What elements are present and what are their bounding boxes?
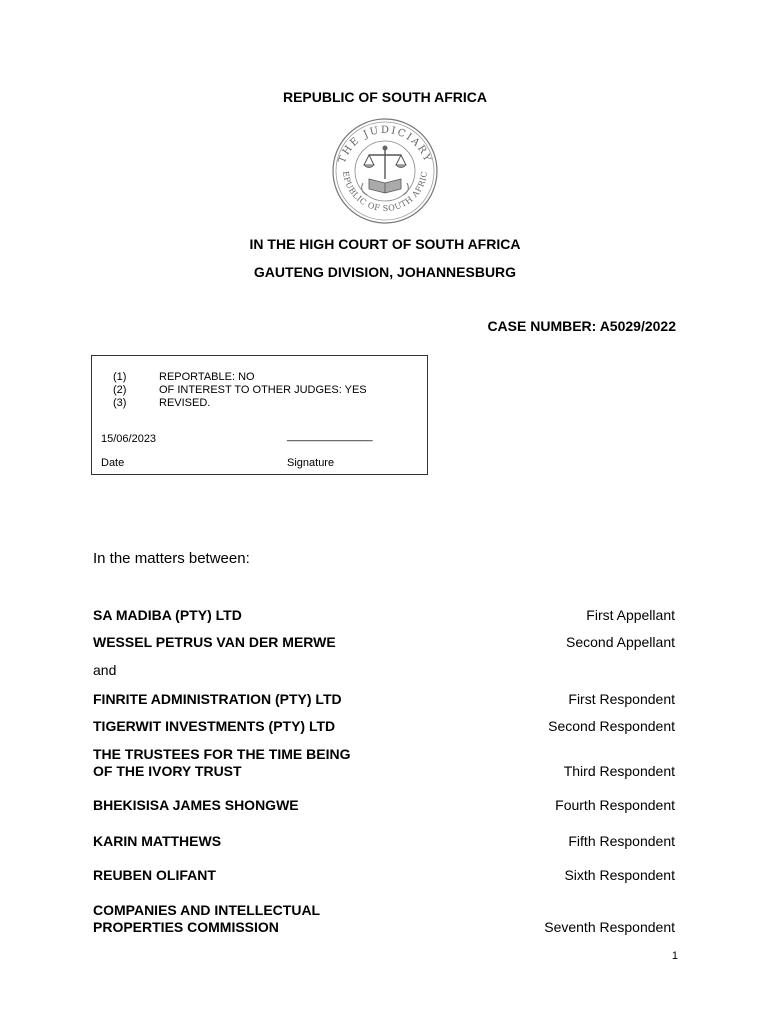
party-role: Sixth Respondent [564,867,675,883]
party-name: THE TRUSTEES FOR THE TIME BEING [93,746,351,762]
party-role: Fifth Respondent [568,833,675,849]
reportable-box [91,355,428,475]
item-label: OF INTEREST TO OTHER JUDGES: YES [159,384,367,396]
party-role: Second Appellant [566,634,675,650]
party-name: BHEKISISA JAMES SHONGWE [93,797,299,813]
party-role: First Appellant [586,607,675,623]
party-role: Fourth Respondent [555,797,675,813]
party-role: Second Respondent [548,718,675,734]
party-name: COMPANIES AND INTELLECTUAL [93,902,321,918]
signature-line: ______________ [287,430,373,442]
party-name-line2: PROPERTIES COMMISSION [93,919,279,935]
svg-text:THE JUDICIARY: THE JUDICIARY [336,124,434,165]
party-name: WESSEL PETRUS VAN DER MERWE [93,634,336,650]
country-heading: REPUBLIC OF SOUTH AFRICA [282,89,488,105]
item-number: (3) [113,397,127,409]
conjunction: and [93,662,117,678]
party-name-line2: OF THE IVORY TRUST [93,763,242,779]
item-label: REVISED. [159,397,211,409]
party-name: KARIN MATTHEWS [93,833,222,849]
party-name: SA MADIBA (PTY) LTD [93,607,242,623]
party-role: Seventh Respondent [544,919,675,935]
signature-label: Signature [287,457,335,469]
svg-text:REPUBLIC OF SOUTH AFRICA: EPUBLIC OF SOUTH AFRIC [340,170,430,214]
party-role: First Respondent [568,691,675,707]
parties-intro: In the matters between: [93,550,250,567]
date-value: 15/06/2023 [101,433,157,445]
page-number: 1 [671,950,678,962]
item-number: (2) [113,384,127,396]
court-heading: IN THE HIGH COURT OF SOUTH AFRICA [249,236,521,252]
date-label: Date [101,457,125,469]
judiciary-seal-icon [323,117,447,225]
division-heading: GAUTENG DIVISION, JOHANNESBURG [253,264,517,280]
party-name: TIGERWIT INVESTMENTS (PTY) LTD [93,718,336,734]
party-role: Third Respondent [563,763,675,779]
party-name: REUBEN OLIFANT [93,867,216,883]
item-label: REPORTABLE: NO [159,371,255,383]
item-number: (1) [113,371,127,383]
case-number: CASE NUMBER: A5029/2022 [487,318,676,334]
party-name: FINRITE ADMINISTRATION (PTY) LTD [93,691,342,707]
